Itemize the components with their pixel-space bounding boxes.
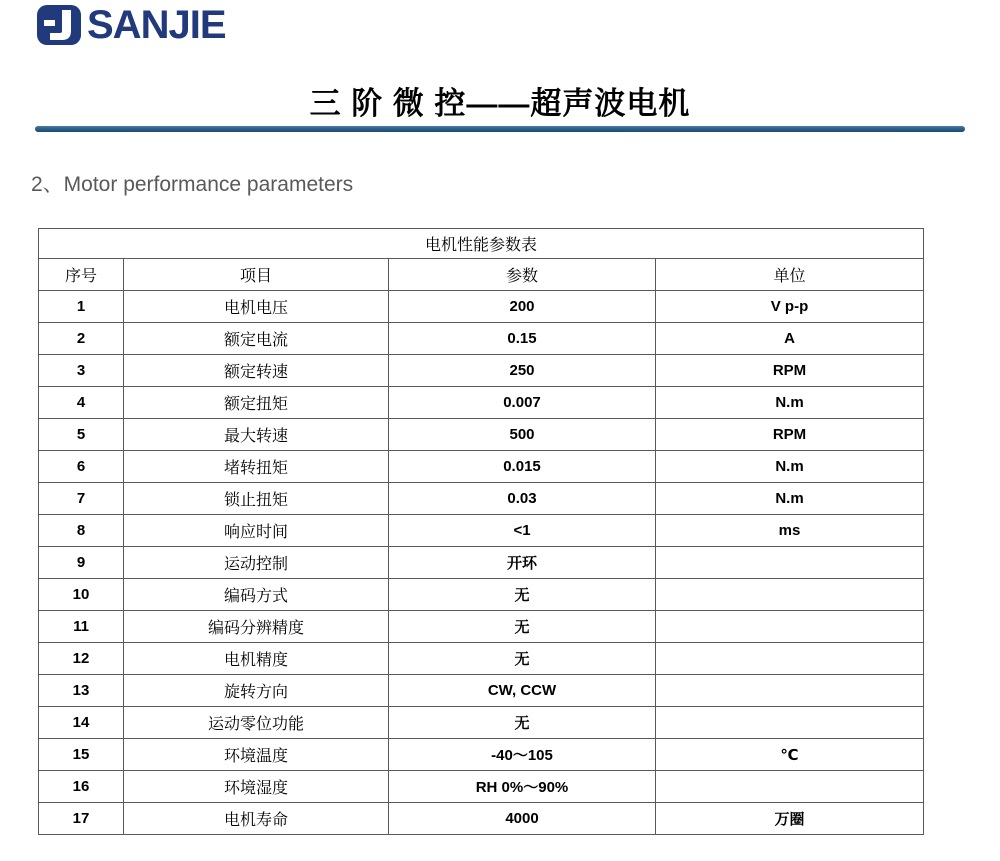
table-cell: 16 — [39, 771, 124, 803]
table-cell: 额定转速 — [124, 355, 389, 387]
table-cell: 0.015 — [389, 451, 656, 483]
table-cell: 3 — [39, 355, 124, 387]
column-header-item: 项目 — [124, 259, 389, 291]
table-cell: 1 — [39, 291, 124, 323]
table-cell: 9 — [39, 547, 124, 579]
table-cell: 旋转方向 — [124, 675, 389, 707]
table-cell: 4 — [39, 387, 124, 419]
table-cell: 500 — [389, 419, 656, 451]
table-cell: 0.007 — [389, 387, 656, 419]
column-header-index: 序号 — [39, 259, 124, 291]
table-cell: 运动控制 — [124, 547, 389, 579]
table-cell: 10 — [39, 579, 124, 611]
table-row — [39, 579, 924, 611]
table-cell: 4000 — [389, 803, 656, 835]
table-row — [39, 355, 924, 387]
table-cell — [656, 643, 924, 675]
table-row — [39, 611, 924, 643]
table-cell: 编码分辨精度 — [124, 611, 389, 643]
table-cell: 无 — [389, 579, 656, 611]
table-cell: 环境湿度 — [124, 771, 389, 803]
table-row — [39, 739, 924, 771]
table-cell: 最大转速 — [124, 419, 389, 451]
table-cell: -40～105 — [389, 739, 656, 771]
table-row — [39, 515, 924, 547]
table-cell: 11 — [39, 611, 124, 643]
table-cell: 200 — [389, 291, 656, 323]
title-divider-line — [35, 126, 965, 132]
table-cell: 运动零位功能 — [124, 707, 389, 739]
document-title: 三 阶 微 控——超声波电机 — [309, 86, 691, 121]
table-cell: 万圈 — [656, 803, 924, 835]
section-heading: 2、Motor performance parameters — [31, 173, 354, 196]
column-header-unit: 单位 — [656, 259, 924, 291]
table-cell: 8 — [39, 515, 124, 547]
table-cell: 无 — [389, 643, 656, 675]
table-cell: 0.03 — [389, 483, 656, 515]
table-cell — [656, 611, 924, 643]
table-cell: 0.15 — [389, 323, 656, 355]
table-cell — [656, 707, 924, 739]
table-title: 电机性能参数表 — [39, 229, 924, 259]
table-row — [39, 643, 924, 675]
table-cell: 锁止扭矩 — [124, 483, 389, 515]
table-cell: 堵转扭矩 — [124, 451, 389, 483]
table-row — [39, 323, 924, 355]
table-cell: 开环 — [389, 547, 656, 579]
table-cell: 5 — [39, 419, 124, 451]
table-cell: 250 — [389, 355, 656, 387]
table-row — [39, 547, 924, 579]
table-row — [39, 707, 924, 739]
table-row — [39, 483, 924, 515]
motor-performance-table — [38, 228, 924, 835]
table-cell: 17 — [39, 803, 124, 835]
table-cell: 额定扭矩 — [124, 387, 389, 419]
brand-logo — [36, 3, 226, 47]
table-cell: 编码方式 — [124, 579, 389, 611]
table-cell — [656, 675, 924, 707]
table-cell: 12 — [39, 643, 124, 675]
table-cell: 电机电压 — [124, 291, 389, 323]
table-cell: 15 — [39, 739, 124, 771]
table-cell: 环境温度 — [124, 739, 389, 771]
table-cell: 电机寿命 — [124, 803, 389, 835]
brand-name: SANJIE — [87, 3, 226, 47]
table-cell: ℃ — [656, 739, 924, 771]
table-cell: RPM — [656, 419, 924, 451]
sanjie-logo-icon — [36, 3, 82, 47]
table-cell: 6 — [39, 451, 124, 483]
table-header-row — [39, 259, 924, 291]
table-cell: 响应时间 — [124, 515, 389, 547]
table-row — [39, 451, 924, 483]
table-cell: N.m — [656, 451, 924, 483]
table-cell: RPM — [656, 355, 924, 387]
table-row — [39, 387, 924, 419]
column-header-parameter: 参数 — [389, 259, 656, 291]
table-cell: RH 0%～90% — [389, 771, 656, 803]
table-row — [39, 291, 924, 323]
table-cell: N.m — [656, 483, 924, 515]
table-row — [39, 771, 924, 803]
table-cell: 2 — [39, 323, 124, 355]
table-title-row — [39, 229, 924, 259]
table-cell: CW, CCW — [389, 675, 656, 707]
table-cell: N.m — [656, 387, 924, 419]
table-body — [39, 291, 924, 835]
table-row — [39, 419, 924, 451]
table-row — [39, 675, 924, 707]
table-cell: 电机精度 — [124, 643, 389, 675]
table-cell: 7 — [39, 483, 124, 515]
table-cell: 13 — [39, 675, 124, 707]
table-cell: 无 — [389, 707, 656, 739]
table-cell: 无 — [389, 611, 656, 643]
table-cell: A — [656, 323, 924, 355]
table-cell: <1 — [389, 515, 656, 547]
table-cell — [656, 771, 924, 803]
table-cell: ms — [656, 515, 924, 547]
table-cell: 额定电流 — [124, 323, 389, 355]
table-row — [39, 803, 924, 835]
table-cell — [656, 579, 924, 611]
table-cell: 14 — [39, 707, 124, 739]
table-cell — [656, 547, 924, 579]
table-cell: V p-p — [656, 291, 924, 323]
